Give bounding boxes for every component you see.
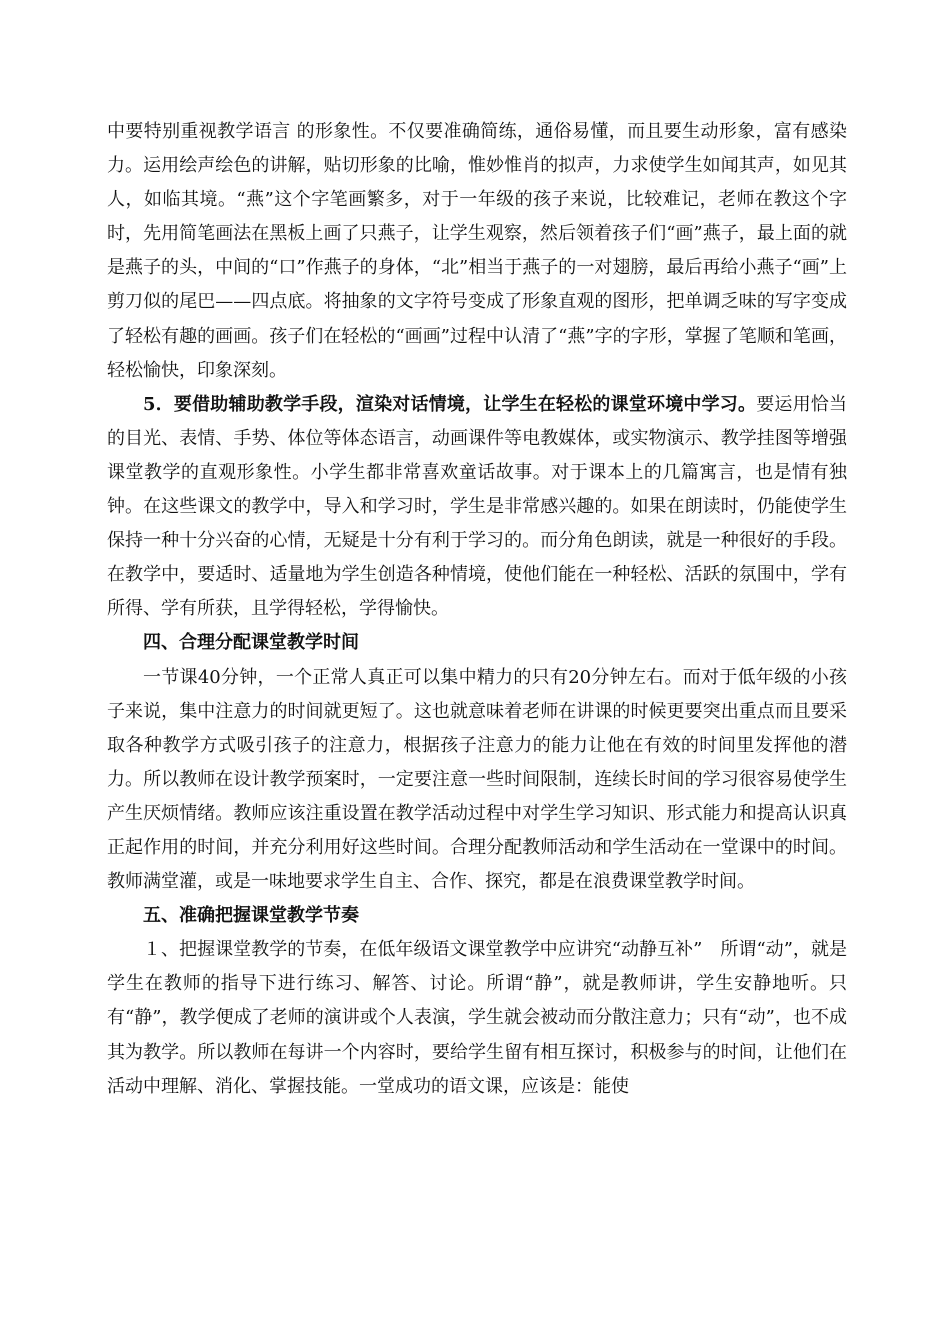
point-5-body: 要运用恰当的目光、表情、手势、体位等体态语言，动画课件等电教媒体，或实物演示、教学挂图等增强课堂教学的直观形象性。小学生都非常喜欢童话故事。对于课本上的几篇寓言，也是情有独钟。在这些课文的教学中，导入和学习时，学生是非常感兴趣的。如果在朗读时，仍能使学生保持一种十分兴奋的心情，无疑是十分有利于学习的。而分角色朗读，就是一种很好的手段。在教学中，要适时、适量地为学生创造各种情境，使他们能在一种轻松、活跃的氛围中，学有所得、学有所获，且学得轻松，学得愉快。 [107,393,847,620]
paragraph-class-time: 一节课40分钟，一个正常人真正可以集中精力的只有20分钟左右。而对于低年级的小孩子来说，集中注意力的时间就更短了。这也就意味着老师在讲课的时候更要突出重点而且要采取各种教学方式吸引孩子的注意力，根据孩子注意力的能力让他在有效的时间里发挥他的潜力。所以教师在设计教学预案时，一定要注意一些时间限制，连续长时间的学习很容易使学生产生厌烦情绪。教师应该注重设置在教学活动过程中对学生学习知识、形式能力和提高认识真正起作用的时间，并充分利用好这些时间。合理分配教师活动和学生活动在一堂课中的时间。教师满堂灌，或是一味地要求学生自主、合作、探究，都是在浪费课堂教学时间。 [107,666,847,893]
section-heading-5: 五、准确把握课堂教学节奏 [143,905,359,927]
paragraph-class-rhythm: １、把握课堂教学的节奏，在低年级语文课堂教学中应讲究“动静互补” 所谓“动”，就是学生在教师的指导下进行练习、解答、讨论。所谓“静”，就是教师讲，学生安静地听。只有“静”，教学便成了老师的演讲或个人表演，学生就会被动而分散注意力；只有“动”，也不成其为教学。所以教师在每讲一个内容时，要给学生留有相互探讨，积极参与的时间，让他们在活动中理解、消化、掌握技能。一堂成功的语文课，应该是：能使 [107,939,847,1097]
section-heading-4: 四、合理分配课堂教学时间 [143,632,359,654]
paragraph-teaching-aids [107,388,847,627]
paragraph-yan-character-example: 中要特别重视教学语言 的形象性。不仅要准确简练，通俗易懂，而且要生动形象，富有感染力。运用绘声绘色的讲解，贴切形象的比喻，惟妙惟肖的拟声，力求使学生如闻其声，如见其人，如临其境。“燕”这个字笔画繁多，对于一年级的孩子来说，比较难记，老师在教这个字时，先用简笔画法在黑板上画了只燕子，让学生观察，然后领着孩子们“画”燕子，最上面的就是燕子的头，中间的“口”作燕子的身体，“北”相当于燕子的一对翅膀，最后再给小燕子“画”上剪刀似的尾巴——四点底。将抽象的文字符号变成了形象直观的图形，把单调乏味的写字变成了轻松有趣的画画。孩子们在轻松的“画画”过程中认清了“燕”字的字形，掌握了笔顺和笔画，轻松愉快，印象深刻。 [107,121,847,381]
point-5-heading: 5．要借助辅助教学手段，渲染对话情境，让学生在轻松的课堂环境中学习。 [143,393,757,415]
document-body [107,115,847,1104]
